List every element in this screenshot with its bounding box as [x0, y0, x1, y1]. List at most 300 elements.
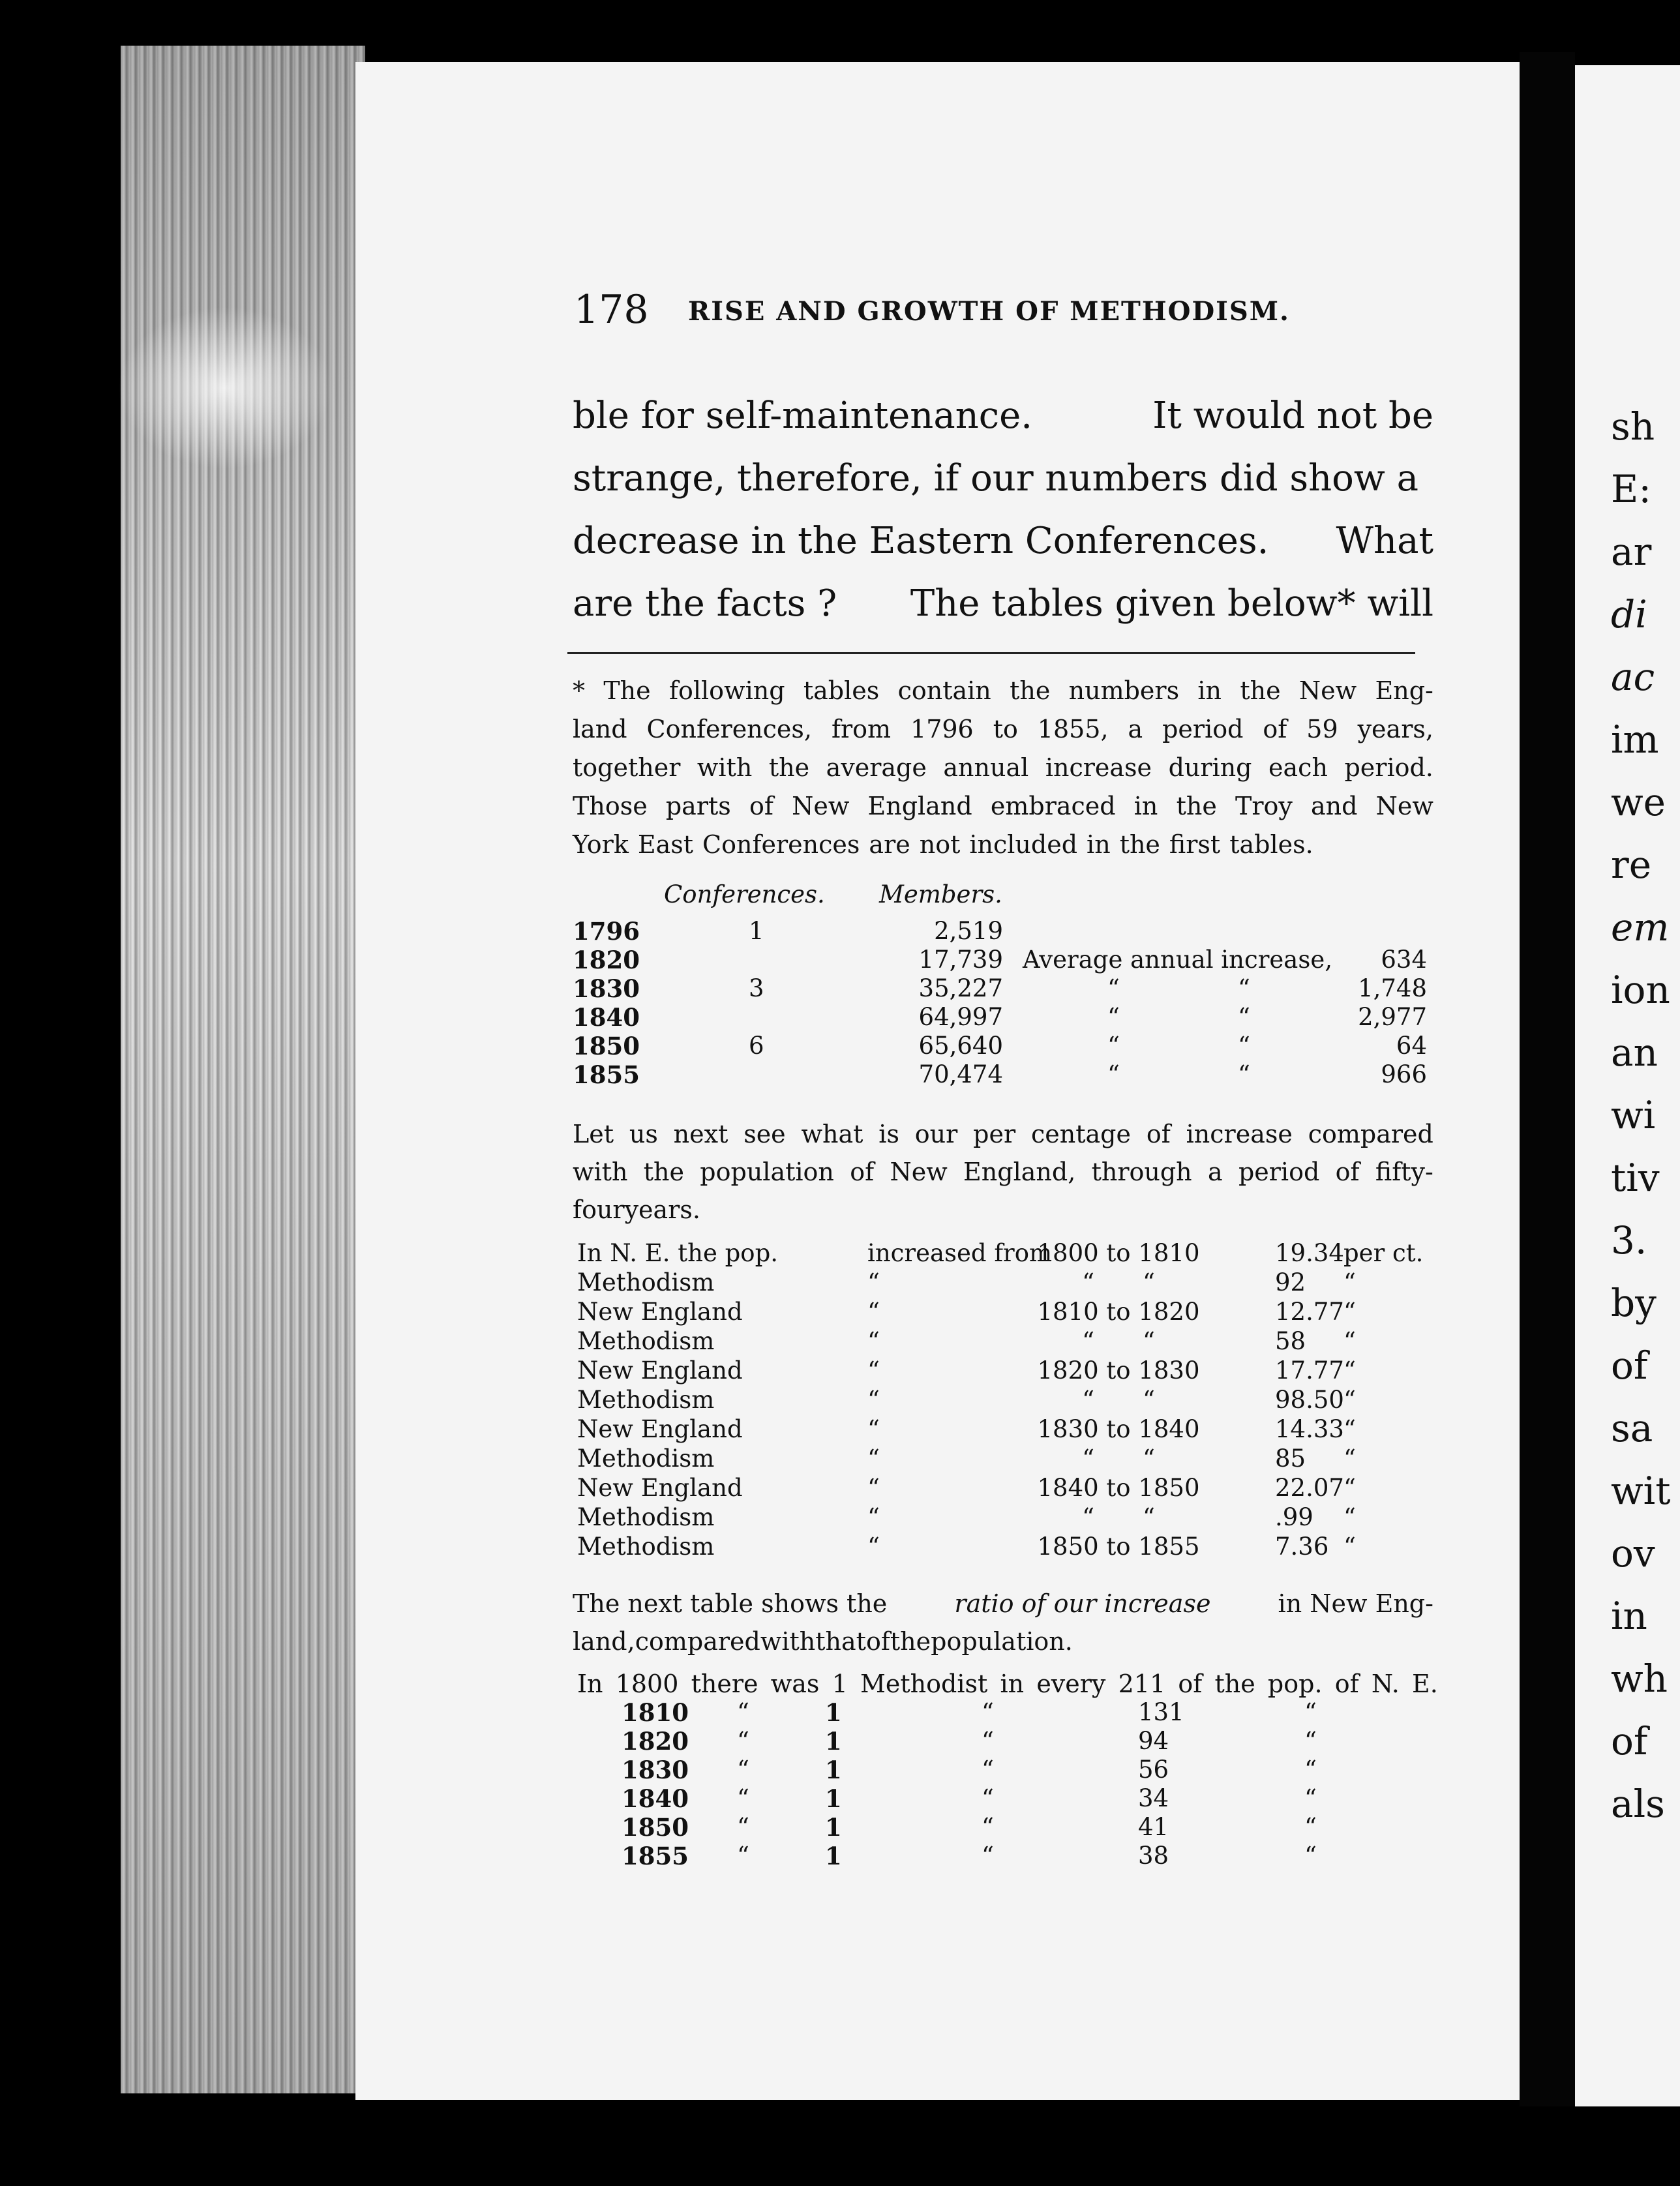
ditto-mark: “	[982, 1698, 994, 1726]
footnote-line	[573, 710, 1433, 749]
page-header	[574, 287, 1304, 339]
label-cell: Methodism	[577, 1268, 715, 1296]
year-cell: 1850	[622, 1813, 689, 1842]
increased-label: increased from	[867, 1239, 1053, 1267]
year-cell: 1840	[573, 1003, 640, 1032]
word: land,	[573, 1627, 635, 1656]
ditto-mark: “	[1238, 1032, 1250, 1060]
ratio-cell: 34	[1138, 1784, 1169, 1812]
table-row	[577, 1727, 1438, 1756]
table-row	[573, 974, 1433, 1003]
word: Let	[573, 1120, 614, 1148]
label-cell: Methodism	[577, 1386, 715, 1414]
label-cell: In N. E. the pop.	[577, 1239, 779, 1267]
percent-cell: 92	[1275, 1268, 1306, 1296]
label-cell: New England	[577, 1415, 743, 1443]
ditto-mark: “	[867, 1415, 880, 1443]
page-number: 178	[574, 287, 649, 333]
ditto-mark: “	[1304, 1842, 1317, 1870]
ditto-mark: “	[1107, 1032, 1120, 1060]
table-row	[573, 946, 1433, 974]
word: In	[577, 1669, 603, 1698]
years-cell: 1850 to 1855	[1037, 1533, 1200, 1561]
ratio-cell: 131	[1138, 1698, 1184, 1726]
label-cell: Methodism	[577, 1503, 715, 1531]
ditto-mark: “	[1343, 1533, 1356, 1561]
word: East	[637, 830, 694, 859]
year-cell: 1830	[622, 1756, 689, 1784]
word: in	[1133, 792, 1158, 820]
word: there	[691, 1669, 758, 1698]
paragraph-line	[573, 1115, 1433, 1153]
word: pop.	[1267, 1669, 1323, 1698]
word: of	[850, 1158, 875, 1186]
word: years.	[624, 1195, 700, 1224]
word: the	[643, 1158, 684, 1186]
conferences-cell: 6	[749, 1032, 764, 1060]
increase-cell: 634	[1381, 946, 1427, 974]
table-row	[573, 917, 1433, 946]
word: New	[1298, 676, 1357, 705]
members-cell: 35,227	[918, 974, 1003, 1002]
right-page-fragment: wit	[1611, 1469, 1671, 1513]
ditto-mark: “	[1304, 1756, 1317, 1784]
conference-members-table	[573, 880, 1433, 1089]
percentage-increase-table	[577, 1239, 1438, 1562]
word: New	[1375, 792, 1433, 820]
year-cell: 1855	[573, 1060, 640, 1089]
word: tables.	[1229, 830, 1313, 859]
percent-cell: 12.77	[1275, 1298, 1344, 1326]
word: in	[1000, 1669, 1025, 1698]
table-row	[577, 1842, 1438, 1870]
ditto-mark: “	[867, 1445, 880, 1473]
members-cell: 65,640	[918, 1032, 1003, 1060]
years-cell: “ “	[1082, 1503, 1155, 1531]
increase-cell: 64	[1396, 1032, 1427, 1060]
year-cell: 1830	[573, 974, 640, 1003]
ditto-mark: “	[867, 1327, 880, 1355]
word: England,	[963, 1158, 1076, 1186]
word: each	[1268, 753, 1328, 782]
members-cell: 64,997	[918, 1003, 1003, 1031]
header-conferences: Conferences.	[664, 880, 825, 908]
ditto-mark: “	[1304, 1698, 1317, 1726]
years-cell: 1810 to 1820	[1037, 1298, 1200, 1326]
word: embraced	[990, 792, 1116, 820]
ditto-mark: “	[1304, 1813, 1317, 1841]
word: Conferences,	[646, 715, 813, 743]
years-cell: 1820 to 1830	[1037, 1356, 1200, 1385]
increase-cell: 1,748	[1358, 974, 1427, 1002]
ditto-mark: “	[982, 1727, 994, 1755]
one-cell: 1	[825, 1784, 842, 1813]
label-cell: New England	[577, 1298, 743, 1326]
word: not	[919, 830, 961, 859]
members-cell: 2,519	[934, 917, 1003, 945]
word: compared	[635, 1627, 760, 1656]
table-row	[573, 1060, 1433, 1089]
percent-cell: 85	[1275, 1445, 1306, 1473]
word: annual	[943, 753, 1029, 782]
paragraph-line	[573, 1191, 1433, 1229]
percent-cell: 22.07	[1275, 1474, 1344, 1502]
word: contain	[897, 676, 991, 705]
word: 1800	[615, 1669, 679, 1698]
word: of	[1263, 715, 1287, 743]
ditto-mark: “	[1343, 1298, 1356, 1326]
table-row	[573, 1003, 1433, 1032]
ratio-cell: 94	[1138, 1727, 1169, 1755]
word: the	[1214, 1669, 1255, 1698]
ratio-cell: 56	[1138, 1756, 1169, 1784]
body-text	[573, 385, 1433, 635]
body-line	[573, 385, 1433, 447]
footnote-line	[573, 749, 1433, 787]
table-row	[577, 1533, 1438, 1562]
conferences-cell: 3	[749, 974, 764, 1002]
word: with	[760, 1627, 816, 1656]
word: our	[914, 1120, 958, 1148]
word: population.	[931, 1627, 1073, 1656]
word: what	[801, 1120, 863, 1148]
word: centage	[1031, 1120, 1131, 1148]
word: was	[770, 1669, 820, 1698]
table-row	[577, 1784, 1438, 1813]
word: 1	[832, 1669, 848, 1698]
right-page-fragment: sh	[1611, 404, 1655, 449]
paragraph-line	[573, 1153, 1433, 1191]
word: average	[826, 753, 927, 782]
percent-cell: 19.34	[1275, 1239, 1344, 1267]
ditto-mark: “	[737, 1784, 749, 1812]
right-page-fragment: in	[1611, 1594, 1647, 1638]
percent-cell: 58	[1275, 1327, 1306, 1355]
word: increase	[1045, 753, 1152, 782]
table-row	[577, 1474, 1438, 1503]
word: 1855,	[1037, 715, 1109, 743]
one-cell: 1	[825, 1698, 842, 1727]
paragraph-percentage	[573, 1115, 1433, 1229]
right-page-fragment: E:	[1611, 467, 1651, 511]
word: see	[743, 1120, 786, 1148]
ditto-mark: “	[1304, 1727, 1317, 1755]
table-row	[577, 1298, 1438, 1327]
ditto-mark: “	[1343, 1327, 1356, 1355]
year-cell: 1850	[573, 1032, 640, 1060]
word: four	[573, 1195, 625, 1224]
ditto-mark: “	[1238, 974, 1250, 1002]
right-page-fragment: 3.	[1611, 1218, 1647, 1263]
years-cell: “ “	[1082, 1445, 1155, 1473]
years-cell: “ “	[1082, 1268, 1155, 1296]
table-row	[577, 1415, 1438, 1445]
word: of	[1178, 1669, 1203, 1698]
years-cell: “ “	[1082, 1327, 1155, 1355]
percent-cell: 17.77	[1275, 1356, 1344, 1385]
body-line	[573, 510, 1433, 573]
paragraph-line	[573, 1623, 1433, 1660]
word: compared	[1308, 1120, 1433, 1148]
word: the	[1176, 792, 1217, 820]
table-row	[577, 1503, 1438, 1533]
label-cell: Methodism	[577, 1327, 715, 1355]
word: E.	[1412, 1669, 1438, 1698]
year-cell: 1855	[622, 1842, 689, 1870]
ditto-mark: “	[1238, 1003, 1250, 1031]
ditto-mark: “	[1343, 1503, 1356, 1531]
table-row	[577, 1813, 1438, 1842]
ditto-mark: “	[1343, 1386, 1356, 1414]
word: 1796	[910, 715, 974, 743]
ditto-mark: “	[1343, 1415, 1356, 1443]
word: included	[969, 830, 1078, 859]
word: tables	[803, 676, 880, 705]
word: 59	[1306, 715, 1338, 743]
ratio-first-row	[577, 1669, 1438, 1698]
word: with	[573, 1158, 628, 1186]
word: York	[573, 830, 629, 859]
right-page-fragment: an	[1611, 1030, 1658, 1075]
right-page-fragment: ion	[1611, 968, 1670, 1012]
word: in	[1197, 676, 1222, 705]
word: Methodist	[860, 1669, 988, 1698]
table-header	[573, 880, 1433, 917]
word: per	[973, 1120, 1016, 1148]
word: of	[865, 1627, 890, 1656]
word: period	[1238, 1158, 1320, 1186]
increase-cell: 2,977	[1358, 1003, 1427, 1031]
percent-cell: 7.36	[1275, 1533, 1329, 1561]
word: the	[768, 753, 810, 782]
word: through	[1091, 1158, 1192, 1186]
word: parts	[665, 792, 731, 820]
ditto-mark: “	[982, 1813, 994, 1841]
years-cell: 1800 to 1810	[1037, 1239, 1200, 1267]
word: are	[869, 830, 910, 859]
right-page-fragment: ar	[1611, 530, 1652, 574]
word: that	[815, 1627, 866, 1656]
label-cell: Methodism	[577, 1445, 715, 1473]
word: years,	[1357, 715, 1433, 743]
text-fragment: What	[1336, 520, 1433, 562]
ditto-mark: “	[867, 1386, 880, 1414]
word: increase	[1186, 1120, 1293, 1148]
book-gutter	[1520, 52, 1575, 2106]
word: land	[573, 715, 627, 743]
years-cell: 1840 to 1850	[1037, 1474, 1200, 1502]
body-line	[573, 447, 1433, 510]
word: Conferences	[702, 830, 860, 859]
word: next	[673, 1120, 728, 1148]
ditto-mark: “	[867, 1298, 880, 1326]
word: is	[878, 1120, 899, 1148]
table-row	[577, 1386, 1438, 1415]
footnote-line	[573, 672, 1433, 710]
right-page	[1575, 65, 1680, 2106]
body-line	[573, 573, 1433, 635]
word: a	[1128, 715, 1143, 743]
ditto-mark: “	[867, 1268, 880, 1296]
text-fragment: ratio of our increase	[954, 1589, 1211, 1618]
ditto-mark: “	[1107, 1003, 1120, 1031]
right-page-fragment: we	[1611, 780, 1666, 824]
ditto-mark: “	[737, 1727, 749, 1755]
year-cell: 1810	[622, 1698, 689, 1727]
right-page-fragment: wh	[1611, 1656, 1668, 1701]
percent-cell: 14.33	[1275, 1415, 1344, 1443]
label-cell: New England	[577, 1356, 743, 1385]
word: The	[603, 676, 651, 705]
increase-cell: 966	[1381, 1060, 1427, 1088]
label-cell: New England	[577, 1474, 743, 1502]
label-cell: Methodism	[577, 1533, 715, 1561]
table-row	[573, 1032, 1433, 1060]
word: us	[629, 1120, 658, 1148]
word: the	[1010, 676, 1051, 705]
table-row	[577, 1445, 1438, 1474]
paper-smudge	[117, 307, 333, 470]
right-page-fragment: ac	[1611, 655, 1655, 699]
word: from	[831, 715, 892, 743]
ditto-mark: “	[1343, 1268, 1356, 1296]
footnote-line	[573, 826, 1433, 864]
year-cell: 1840	[622, 1784, 689, 1813]
years-cell: “ “	[1082, 1386, 1155, 1414]
average-label: Average annual increase,	[1023, 946, 1332, 974]
word: N.	[1371, 1669, 1400, 1698]
ditto-mark: “	[982, 1842, 994, 1870]
ditto-mark: “	[1343, 1445, 1356, 1473]
text-fragment: strange, therefore, if our numbers did show a	[573, 457, 1418, 500]
word: period.	[1344, 753, 1433, 782]
table-row	[577, 1698, 1438, 1727]
ratio-cell: 41	[1138, 1813, 1169, 1841]
right-page-fragment: of	[1611, 1343, 1648, 1388]
right-page-fragment: em	[1611, 905, 1670, 950]
ditto-mark: “	[867, 1503, 880, 1531]
word: during	[1168, 753, 1252, 782]
text-fragment: in New Eng-	[1278, 1589, 1433, 1618]
table-row	[577, 1356, 1438, 1386]
members-cell: 70,474	[918, 1060, 1003, 1088]
year-cell: 1820	[573, 946, 640, 974]
one-cell: 1	[825, 1727, 842, 1756]
ditto-mark: “	[1304, 1784, 1317, 1812]
running-title: RISE AND GROWTH OF METHODISM.	[688, 296, 1290, 327]
word: of	[1146, 1120, 1171, 1148]
footnote-line	[573, 787, 1433, 826]
ditto-mark: “	[1107, 1060, 1120, 1088]
right-page-fragment: sa	[1611, 1406, 1653, 1450]
ratio-table	[577, 1669, 1438, 1870]
ditto-mark: “	[1343, 1356, 1356, 1385]
text-fragment: The tables given below* will	[910, 582, 1433, 625]
unit-label: per ct.	[1343, 1239, 1424, 1267]
year-cell: 1820	[622, 1727, 689, 1756]
text-fragment: It would not be	[1152, 395, 1433, 437]
right-page-fragment: re	[1611, 843, 1652, 887]
word: a	[1207, 1158, 1223, 1186]
word: of	[1334, 1669, 1359, 1698]
word: population	[700, 1158, 834, 1186]
word: *	[573, 676, 585, 705]
right-page-fragment: by	[1611, 1281, 1657, 1325]
ratio-cell: 38	[1138, 1842, 1169, 1870]
table-row	[577, 1268, 1438, 1298]
table-row	[577, 1327, 1438, 1356]
text-fragment: are the facts ?	[573, 582, 837, 625]
word: 211	[1118, 1669, 1166, 1698]
table-row	[577, 1239, 1438, 1268]
word: Troy	[1235, 792, 1293, 820]
word: New	[890, 1158, 948, 1186]
word: in	[1087, 830, 1111, 859]
year-cell: 1796	[573, 917, 640, 946]
word: New	[792, 792, 850, 820]
word: following	[668, 676, 785, 705]
one-cell: 1	[825, 1813, 842, 1842]
word: first	[1169, 830, 1221, 859]
ditto-mark: “	[737, 1756, 749, 1784]
years-cell: 1830 to 1840	[1037, 1415, 1200, 1443]
percent-cell: 98.50	[1275, 1386, 1344, 1414]
word: every	[1036, 1669, 1106, 1698]
one-cell: 1	[825, 1756, 842, 1784]
right-page-fragment: di	[1611, 592, 1647, 636]
ditto-mark: “	[867, 1533, 880, 1561]
text-fragment: decrease in the Eastern Conferences.	[573, 520, 1269, 562]
word: Those	[573, 792, 648, 820]
ditto-mark: “	[737, 1813, 749, 1841]
word: of	[749, 792, 773, 820]
text-fragment: ble for self-maintenance.	[573, 395, 1033, 437]
ditto-mark: “	[1238, 1060, 1250, 1088]
ditto-mark: “	[867, 1474, 880, 1502]
text-fragment: The next table shows the	[573, 1589, 888, 1618]
right-page-fragment: tiv	[1611, 1156, 1660, 1200]
header-members: Members.	[879, 880, 1002, 908]
ditto-mark: “	[982, 1784, 994, 1812]
ditto-mark: “	[867, 1356, 880, 1385]
paragraph-ratio	[573, 1585, 1433, 1660]
ditto-mark: “	[1343, 1474, 1356, 1502]
ditto-mark: “	[737, 1842, 749, 1870]
word: together	[573, 753, 681, 782]
ditto-mark: “	[737, 1698, 749, 1726]
one-cell: 1	[825, 1842, 842, 1870]
word: of	[1335, 1158, 1360, 1186]
footnote	[573, 672, 1433, 864]
word: numbers	[1068, 676, 1180, 705]
right-page-fragment: ov	[1611, 1531, 1655, 1576]
right-page-fragment: of	[1611, 1719, 1648, 1763]
ditto-mark: “	[982, 1756, 994, 1784]
table-row	[577, 1756, 1438, 1784]
right-page-fragment: wi	[1611, 1093, 1656, 1137]
word: the	[1240, 676, 1281, 705]
percent-cell: .99	[1275, 1503, 1313, 1531]
word: Eng-	[1375, 676, 1433, 705]
word: with	[697, 753, 753, 782]
right-page-fragment: als	[1611, 1782, 1665, 1826]
word: to	[993, 715, 1018, 743]
word: fifty-	[1375, 1158, 1433, 1186]
members-cell: 17,739	[918, 946, 1003, 974]
ditto-mark: “	[1107, 974, 1120, 1002]
paragraph-line	[573, 1585, 1433, 1623]
word: the	[1119, 830, 1160, 859]
